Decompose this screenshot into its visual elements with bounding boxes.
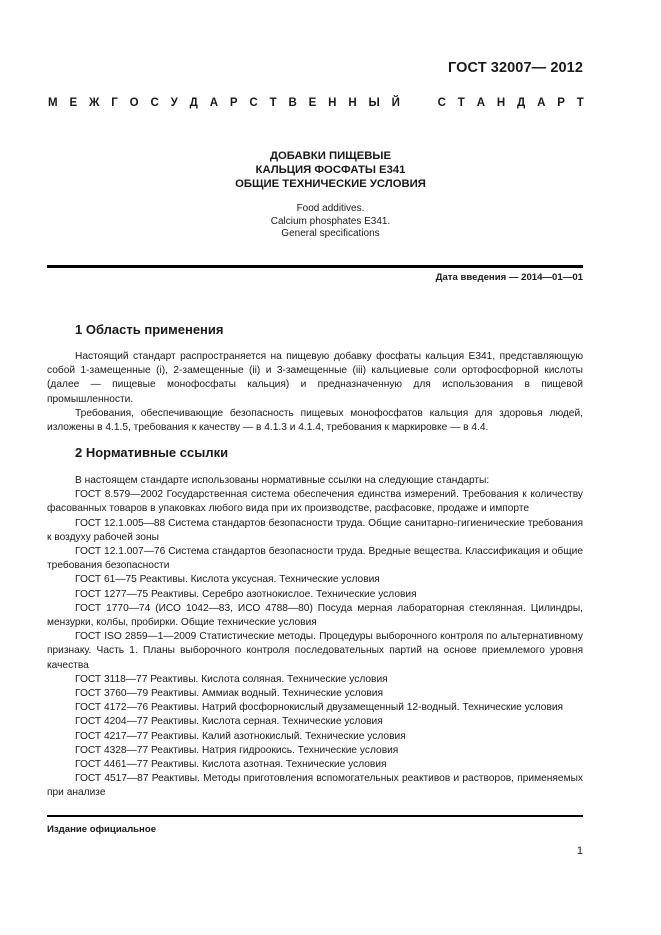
section-1-body xyxy=(47,350,583,435)
reference-item: ГОСТ 3118—77 Реактивы. Кислота соляная. Технические условия xyxy=(75,673,388,685)
banner-letter: Т xyxy=(457,97,465,109)
reference-item: ГОСТ 1770—74 (ИСО 1042—83, ИСО 4788—80) Посуда мерная лабораторная стеклянная. Цилиндры, мензурки, колбы, пробирки. Общие технические условия xyxy=(47,602,583,629)
banner-letter: Г xyxy=(111,97,118,109)
interstate-standard-banner xyxy=(48,97,584,109)
reference-item: ГОСТ 61—75 Реактивы. Кислота уксусная. Технические условия xyxy=(75,574,380,586)
reference-item: ГОСТ 8.579—2002 Государственная система обеспечения единства измерений. Требования к количеству фасованных товаров в упаковках любого вида при их производстве, расфасовке, продаже и импорте xyxy=(47,489,583,515)
banner-letter: Н xyxy=(348,97,357,109)
reference-item: ГОСТ 12.1.007—76 Система стандартов безопасности труда. Вредные вещества. Классификация и общие требования безопасности xyxy=(47,546,583,572)
banner-letter: А xyxy=(476,97,485,109)
reference-item: ГОСТ 4517—87 Реактивы. Методы приготовления вспомогательных реактивов и растворов, применяемых при анализе xyxy=(47,773,583,799)
bottom-rule-divider xyxy=(47,815,583,817)
banner-letter: О xyxy=(129,97,139,109)
banner-letter: Т xyxy=(269,97,277,109)
reference-item: ГОСТ 12.1.005—88 Система стандартов безопасности труда. Общие санитарно-гигиенические требования к воздуху рабочей зоны xyxy=(47,517,583,543)
document-code: ГОСТ 32007— 2012 xyxy=(447,60,583,76)
reference-item: ГОСТ 4217—77 Реактивы. Калий азотнокислый. Технические условия xyxy=(75,730,406,742)
section-2-heading: 2 Нормативные ссылки xyxy=(75,445,229,460)
banner-letter: Й xyxy=(391,97,400,109)
title-en-line: Calcium phosphates E341. xyxy=(270,215,391,227)
banner-letter: С xyxy=(437,97,446,109)
banner-letter: Н xyxy=(496,97,506,109)
banner-letter: Р xyxy=(229,97,238,109)
section-1-heading: 1 Область применения xyxy=(75,322,224,337)
reference-item: ГОСТ 3760—79 Реактивы. Аммиак водный. Технические условия xyxy=(75,688,384,700)
banner-letter: А xyxy=(209,97,219,109)
reference-item: ГОСТ ISO 2859—1—2009 Статистические методы. Процедуры выборочного контроля по альтернативному признаку. Часть 1. Планы выборочного контроля последовательных партий на основе приемлемого уровня качества xyxy=(47,631,583,671)
banner-letter: С xyxy=(150,97,159,109)
title-en-line: Food additives. xyxy=(296,203,365,214)
paragraph: Настоящий стандарт распространяется на пищевую добавку фосфаты кальция Е341, представляющую собой 1-замещенные (i), 2-замещенные (ii) и 3-замещенные (iii) кальциевые соли ортофосфорной кислоты (далее — пищевые монофосфаты кальция) и предназначенную для использования в пищевой промышленности. xyxy=(47,351,583,405)
reference-item: ГОСТ 1277—75 Реактивы. Серебро азотнокислое. Технические условия xyxy=(75,588,417,600)
reference-item: ГОСТ 4461—77 Реактивы. Кислота азотная. Технические условия xyxy=(75,759,387,771)
reference-item: ГОСТ 4204—77 Реактивы. Кислота серная. Технические условия xyxy=(75,716,383,728)
banner-letter: Е xyxy=(308,97,317,109)
banner-word-gap xyxy=(412,97,426,109)
banner-letter: Н xyxy=(328,97,337,109)
banner-letter: А xyxy=(537,97,546,109)
page-number: 1 xyxy=(576,845,583,857)
banner-letter: С xyxy=(249,97,258,109)
banner-letter: Д xyxy=(189,97,198,109)
banner-letter: Т xyxy=(576,97,584,109)
banner-letter: Д xyxy=(517,97,526,109)
section-2-body xyxy=(47,474,583,801)
title-en-line: General specifications xyxy=(281,228,380,240)
paragraph: В настоящем стандарте использованы нормативные ссылки на следующие стандарты: xyxy=(75,475,490,486)
banner-letter: Е xyxy=(69,97,78,109)
banner-letter: Ж xyxy=(88,97,100,109)
reference-item: ГОСТ 4328—77 Реактивы. Натрия гидроокись. Технические условия xyxy=(75,744,399,756)
title-russian xyxy=(0,149,661,191)
paragraph: Требования, обеспечивающие безопасность пищевых монофосфатов кальция для здоровья людей, изложены в 4.1.5, требования к качеству — в 4.1.3 и 4.1.4, требования к маркировке — в 4.4. xyxy=(47,407,583,434)
official-edition-label: Издание официальное xyxy=(47,824,157,835)
banner-letter: М xyxy=(48,97,58,109)
reference-item: ГОСТ 4172—76 Реактивы. Натрий фосфорнокислый двузамещенный 12-водный. Технические условия xyxy=(75,702,564,714)
banner-letter: У xyxy=(170,97,178,109)
banner-letter: Р xyxy=(557,97,565,109)
introduction-date: Дата введения — 2014—01—01 xyxy=(435,272,583,283)
title-english xyxy=(0,203,661,241)
title-line: ОБЩИЕ ТЕХНИЧЕСКИЕ УСЛОВИЯ xyxy=(235,178,426,190)
title-line: ДОБАВКИ ПИЩЕВЫЕ xyxy=(269,150,392,162)
banner-letter: В xyxy=(288,97,297,109)
banner-letter: Ы xyxy=(368,97,380,109)
title-line: КАЛЬЦИЯ ФОСФАТЫ Е341 xyxy=(255,164,406,176)
top-rule-divider xyxy=(47,265,583,268)
